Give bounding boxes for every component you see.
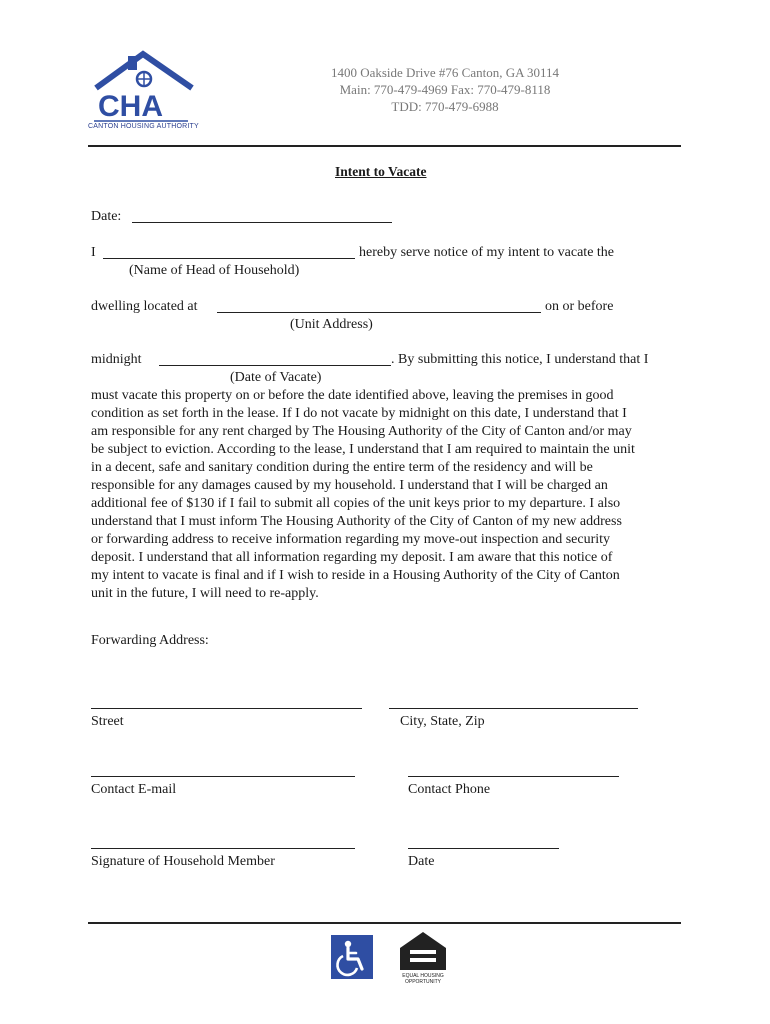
city-state-zip-field[interactable] [389,708,638,709]
notice-paragraph [91,387,671,603]
footer-divider [88,922,681,924]
phone-line: Main: 770-479-4969 Fax: 770-479-8118 [339,82,551,97]
tdd-line: TDD: 770-479-6988 [391,99,499,114]
paragraph-line: unit in the future, I will need to re-apply. [91,586,319,601]
paragraph-line: must vacate this property on or before the date identified above, leaving the premises in good [91,388,614,403]
date-field[interactable] [132,222,392,223]
head-caption: (Name of Head of Household) [129,263,300,278]
head-of-household-field[interactable] [103,258,355,259]
signature-field[interactable] [91,848,355,849]
unit-address-field[interactable] [217,312,541,313]
paragraph-line: or forwarding address to receive information regarding my move-out inspection and security [91,532,611,547]
header-divider [88,145,681,147]
i-label: I [91,245,96,260]
logo-caption: CANTON HOUSING AUTHORITY [88,123,199,130]
midnight-label: midnight [91,352,142,367]
unit-caption: (Unit Address) [290,317,373,332]
house-logo-icon [88,50,204,132]
address-line: 1400 Oakside Drive #76 Canton, GA 30114 [330,65,560,80]
city-label: City, State, Zip [400,714,485,729]
form-title: Intent to Vacate [335,164,427,179]
paragraph-line: my intent to vacate is final and if I wish to reside in a Housing Authority of the City of Canton [91,568,620,583]
paragraph-line: in a decent, safe and sanitary condition during the entire term of the residency and will be [91,460,593,475]
logo-text: CHA [98,90,163,123]
submitting-text: . By submitting this notice, I understand that I [391,352,649,367]
phone-field[interactable] [408,776,619,777]
phone-label: Contact Phone [408,782,491,797]
paragraph-line: condition as set forth in the lease. If I do not vacate by midnight on this date, I understand that I [91,406,627,421]
paragraph-line: responsible for any damages caused by my household. I understand that I will be charged an [91,478,608,493]
paragraph-line: am responsible for any rent charged by The Housing Authority of the City of Canton and/or may [91,424,632,439]
street-label: Street [91,714,124,729]
dwelling-label: dwelling located at [91,299,198,314]
email-field[interactable] [91,776,355,777]
paragraph-line: be subject to eviction. According to the lease, I understand that I am required to maintain the unit [91,442,635,457]
equal-housing-text: EQUAL HOUSING [402,973,444,979]
vacate-caption: (Date of Vacate) [230,370,322,385]
street-field[interactable] [91,708,362,709]
cha-logo [88,50,204,132]
signature-date-field[interactable] [408,848,559,849]
paragraph-line: understand that I must inform The Housing Authority of the City of Canton of my new address [91,514,622,529]
equal-housing-icon [398,930,448,984]
date-label: Date: [91,209,122,224]
paragraph-line: additional fee of $130 if I fail to submit all copies of the unit keys prior to my departure. I also [91,496,621,511]
opportunity-text: OPPORTUNITY [404,979,442,984]
vacate-date-field[interactable] [159,365,391,366]
hereby-text: hereby serve notice of my intent to vacate the [359,245,615,260]
paragraph-line: deposit. I understand that all information regarding my deposit. I am aware that this notice of [91,550,613,565]
forwarding-label: Forwarding Address: [91,633,209,648]
signature-label: Signature of Household Member [91,854,275,869]
signature-date-label: Date [408,854,435,869]
on-or-before-text: on or before [545,299,614,314]
email-label: Contact E-mail [91,782,177,797]
wheelchair-icon [331,935,373,979]
